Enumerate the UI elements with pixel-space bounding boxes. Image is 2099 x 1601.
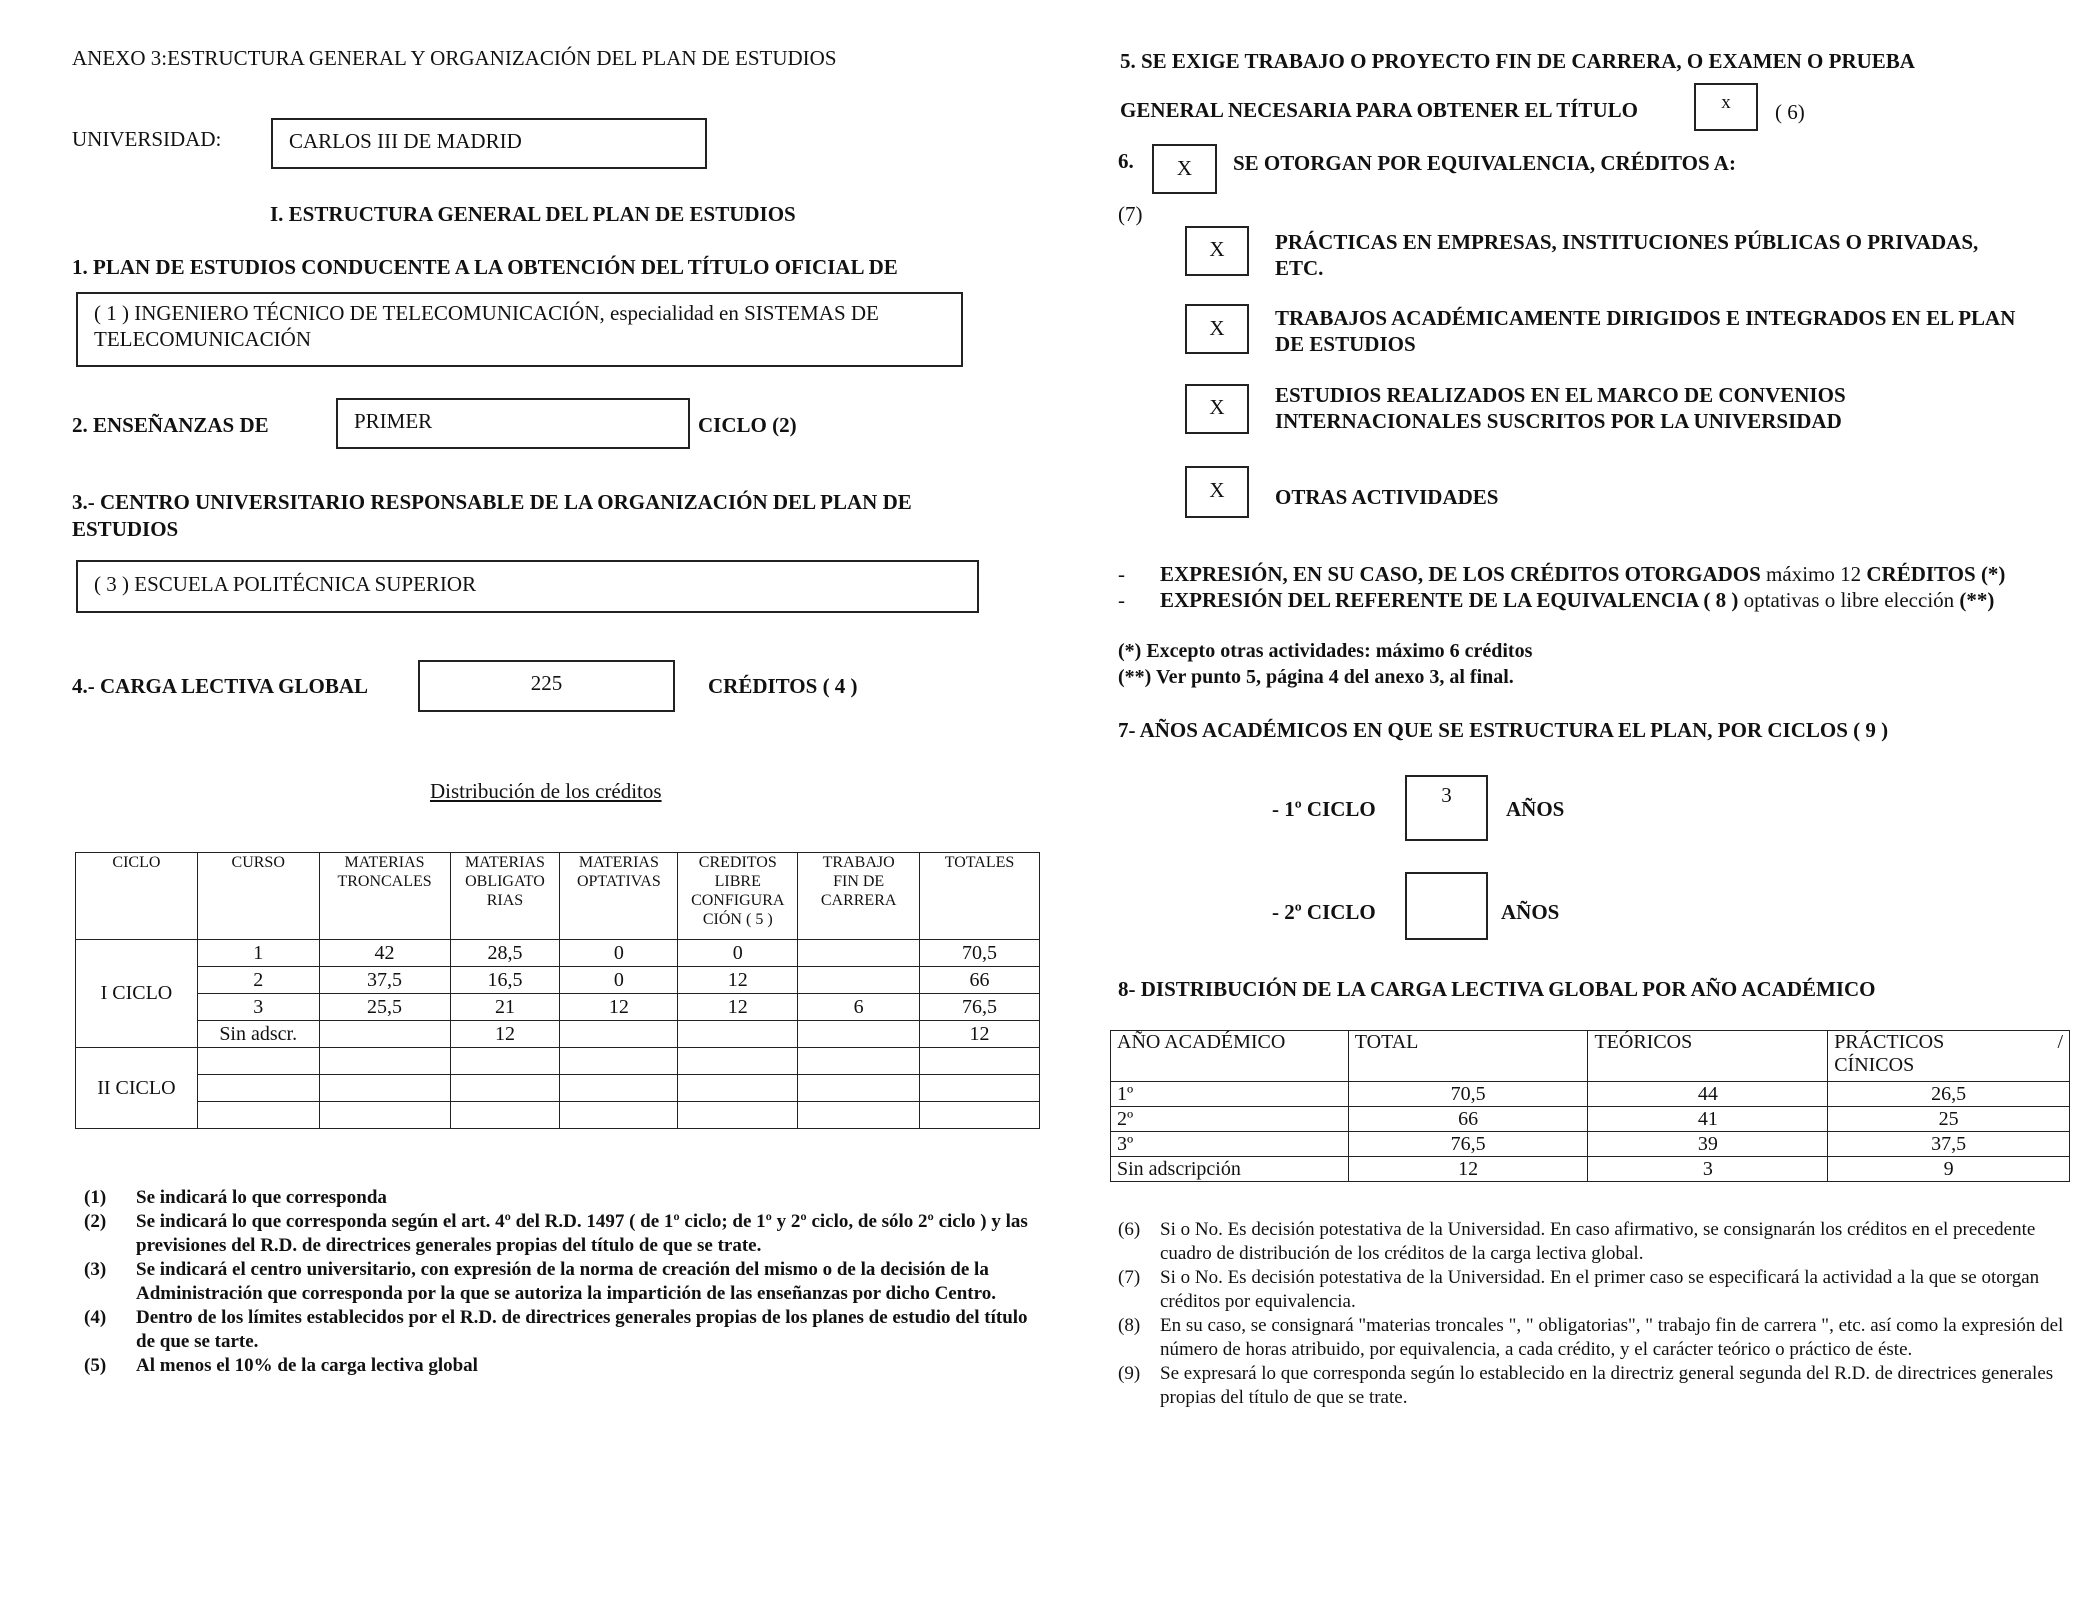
- global-load-field: [418, 660, 675, 712]
- table-cell: [798, 1075, 920, 1102]
- table-cell: [920, 1048, 1040, 1075]
- table-cell: 70,5: [1348, 1082, 1588, 1107]
- bullet: -: [1118, 588, 1125, 612]
- table-cell: [319, 1021, 450, 1048]
- item7-label: 7- AÑOS ACADÉMICOS EN QUE SE ESTRUCTURA EL PLAN, POR CICLOS ( 9 ): [1118, 718, 1889, 742]
- table-cell: 3: [197, 994, 319, 1021]
- table-cell: 12: [1348, 1157, 1588, 1182]
- item5-line1: 5. SE EXIGE TRABAJO O PROYECTO FIN DE CARRERA, O EXAMEN O PRUEBA: [1120, 49, 1915, 73]
- carga-header-teoricos: TEÓRICOS: [1588, 1031, 1828, 1082]
- item2-suffix: CICLO (2): [698, 413, 797, 437]
- table-row: [76, 1102, 1040, 1129]
- load-per-year-table: [1110, 1030, 2070, 1182]
- option-trabajos-label: TRABAJOS ACADÉMICAMENTE DIRIGIDOS E INTEGRADOS EN EL PLAN DE ESTUDIOS: [1275, 306, 2016, 356]
- table-cell: [560, 1102, 678, 1129]
- dist-header-optativas: MATERIAS OPTATIVAS: [560, 853, 678, 940]
- table-cell: [798, 1048, 920, 1075]
- item5-ref: ( 6): [1775, 100, 1805, 124]
- table-cell: 12: [450, 1021, 560, 1048]
- dist-header-totales: TOTALES: [920, 853, 1040, 940]
- table-row: [76, 1048, 1040, 1075]
- table-cell: [197, 1048, 319, 1075]
- section-title: I. ESTRUCTURA GENERAL DEL PLAN DE ESTUDIOS: [270, 202, 796, 226]
- item4-label: 4.- CARGA LECTIVA GLOBAL: [72, 674, 369, 698]
- table-cell: 12: [678, 967, 798, 994]
- footnote-double-star: (**) Ver punto 5, página 4 del anexo 3, al final.: [1118, 666, 1514, 688]
- note-6: (6) Si o No. Es decisión potestativa de la Universidad. En caso afirmativo, se consignarán los créditos en el precedente cuadro de distribución de los créditos de la carga lectiva global.: [1118, 1219, 2036, 1264]
- table-row: [76, 1075, 1040, 1102]
- cycle1-label: - 1º CICLO: [1272, 797, 1376, 821]
- cycle2-label: - 2º CICLO: [1272, 900, 1376, 924]
- table-row: [1111, 1082, 2070, 1107]
- item2-label: 2. ENSEÑANZAS DE: [72, 413, 269, 437]
- cycle-field: [336, 398, 690, 449]
- university-field: [271, 118, 707, 169]
- table-cell: Sin adscr.: [197, 1021, 319, 1048]
- global-load-value: 225: [530, 671, 563, 695]
- table-row: [1111, 1132, 2070, 1157]
- table-cell: 0: [678, 940, 798, 967]
- university-label: UNIVERSIDAD:: [72, 127, 222, 151]
- table-cell: [319, 1102, 450, 1129]
- final-project-checkbox: x: [1694, 83, 1758, 131]
- center-field: [76, 560, 979, 613]
- table-cell: [678, 1102, 798, 1129]
- table-cell: 28,5: [450, 940, 560, 967]
- table-cell: 76,5: [1348, 1132, 1588, 1157]
- table-cell: 25: [1828, 1107, 2070, 1132]
- note-2: (2) Se indicará lo que corresponda según el art. 4º del R.D. 1497 ( de 1º ciclo; de 1º y 2º ciclo, de sólo 2º ciclo ) y las previsiones del R.D. de directrices generales propias del título de que se trate.: [84, 1211, 1028, 1256]
- item1-label: 1. PLAN DE ESTUDIOS CONDUCENTE A LA OBTENCIÓN DEL TÍTULO OFICIAL DE: [72, 255, 898, 279]
- table-cell: 44: [1588, 1082, 1828, 1107]
- note-7: (7) Si o No. Es decisión potestativa de la Universidad. En el primer caso se especificará la actividad a la que se otorgan créditos por equivalencia.: [1118, 1267, 2040, 1312]
- item4-suffix: CRÉDITOS ( 4 ): [708, 674, 858, 698]
- item6-num: 6.: [1118, 149, 1134, 173]
- table-row: [76, 1021, 1040, 1048]
- bullet: -: [1118, 562, 1125, 586]
- dist-header-troncales: MATERIAS TRONCALES: [319, 853, 450, 940]
- left-notes: [84, 1186, 1034, 1378]
- item3-label-line2: ESTUDIOS: [72, 517, 179, 541]
- carga-header-row: [1111, 1031, 2070, 1082]
- item8-label: 8- DISTRIBUCIÓN DE LA CARGA LECTIVA GLOBAL POR AÑO ACADÉMICO: [1118, 977, 1876, 1001]
- table-cell: 39: [1588, 1132, 1828, 1157]
- table-cell: [920, 1102, 1040, 1129]
- table-cell: [678, 1048, 798, 1075]
- table-cell: 0: [560, 967, 678, 994]
- table-cell: 0: [560, 940, 678, 967]
- footnote-star: (*) Excepto otras actividades: máximo 6 créditos: [1118, 640, 1533, 662]
- table-cell: [920, 1075, 1040, 1102]
- dist-header-libre-config: CREDITOS LIBRE CONFIGURA CIÓN ( 5 ): [678, 853, 798, 940]
- dist-ciclo-1: I CICLO: [76, 940, 198, 1048]
- dist-header-row: [76, 853, 1040, 940]
- carga-header-year: AÑO ACADÉMICO: [1111, 1031, 1349, 1082]
- table-cell: [798, 940, 920, 967]
- table-cell: 12: [920, 1021, 1040, 1048]
- table-cell: [197, 1102, 319, 1129]
- table-cell: [450, 1102, 560, 1129]
- table-cell: 26,5: [1828, 1082, 2070, 1107]
- table-cell: 2: [197, 967, 319, 994]
- degree-title-line2: TELECOMUNICACIÓN: [94, 327, 311, 351]
- right-notes: [1118, 1218, 2068, 1410]
- annex-title: ANEXO 3:ESTRUCTURA GENERAL Y ORGANIZACIÓN DEL PLAN DE ESTUDIOS: [72, 46, 837, 70]
- table-row: [76, 994, 1040, 1021]
- dist-header-trabajo-fin: TRABAJO FIN DE CARRERA: [798, 853, 920, 940]
- dist-header-curso: CURSO: [197, 853, 319, 940]
- cycle-value: PRIMER: [354, 409, 433, 433]
- university-value: CARLOS III DE MADRID: [289, 129, 522, 153]
- item6-label: SE OTORGAN POR EQUIVALENCIA, CRÉDITOS A:: [1233, 151, 1736, 175]
- equivalence-reference-line: EXPRESIÓN DEL REFERENTE DE LA EQUIVALENCIA ( 8 ) optativas o libre elección (**): [1160, 588, 1995, 612]
- table-cell: 76,5: [920, 994, 1040, 1021]
- table-cell: 12: [560, 994, 678, 1021]
- cycle1-suffix: AÑOS: [1506, 797, 1565, 821]
- table-cell: [450, 1048, 560, 1075]
- item6-ref: (7): [1118, 202, 1143, 226]
- table-cell: [798, 967, 920, 994]
- option-practicas-checkbox: X: [1185, 226, 1249, 276]
- table-cell: 25,5: [319, 994, 450, 1021]
- item3-label-line1: 3.- CENTRO UNIVERSITARIO RESPONSABLE DE LA ORGANIZACIÓN DEL PLAN DE: [72, 490, 912, 514]
- table-cell: 9: [1828, 1157, 2070, 1182]
- center-value: ( 3 ) ESCUELA POLITÉCNICA SUPERIOR: [94, 572, 477, 596]
- option-otras-label: OTRAS ACTIVIDADES: [1275, 485, 1499, 509]
- degree-title-field: [76, 292, 963, 367]
- credits-granted-line: EXPRESIÓN, EN SU CASO, DE LOS CRÉDITOS OTORGADOS máximo 12 CRÉDITOS (*): [1160, 562, 2006, 586]
- table-cell: 3º: [1111, 1132, 1349, 1157]
- note-5: (5) Al menos el 10% de la carga lectiva global: [84, 1355, 478, 1376]
- dist-header-ciclo: CICLO: [76, 853, 198, 940]
- table-row: [1111, 1157, 2070, 1182]
- cycle1-years-field: 3: [1405, 775, 1488, 841]
- table-cell: Sin adscripción: [1111, 1157, 1349, 1182]
- dist-header-obligatorias: MATERIAS OBLIGATO RIAS: [450, 853, 560, 940]
- carga-header-practicos: PRÁCTICOS CÍNICOS /: [1828, 1031, 2070, 1082]
- table-cell: 1: [197, 940, 319, 967]
- table-cell: 21: [450, 994, 560, 1021]
- note-1: (1) Se indicará lo que corresponda: [84, 1187, 387, 1208]
- table-cell: 2º: [1111, 1107, 1349, 1132]
- cycle2-suffix: AÑOS: [1501, 900, 1560, 924]
- equivalence-checkbox: X: [1152, 144, 1217, 194]
- table-cell: 1º: [1111, 1082, 1349, 1107]
- table-cell: [798, 1021, 920, 1048]
- table-cell: [450, 1075, 560, 1102]
- credit-distribution-table: [75, 852, 1040, 1129]
- table-cell: [560, 1048, 678, 1075]
- note-8: (8) En su caso, se consignará "materias troncales ", " obligatorias", " trabajo fin de carrera ", etc. así como la expresión del número de horas atribuido, por equivalencia, a cada crédito, y el carácter teórico o práctico de éste.: [1118, 1315, 2064, 1360]
- cycle2-years-field: [1405, 872, 1488, 940]
- dist-ciclo-2: II CICLO: [76, 1048, 198, 1129]
- table-cell: 70,5: [920, 940, 1040, 967]
- note-4: (4) Dentro de los límites establecidos por el R.D. de directrices generales propias de los planes de estudio del título de que se tarte.: [84, 1307, 1028, 1352]
- table-cell: [319, 1048, 450, 1075]
- table-cell: 6: [798, 994, 920, 1021]
- option-convenios-label: ESTUDIOS REALIZADOS EN EL MARCO DE CONVENIOS INTERNACIONALES SUSCRITOS POR LA UNIVERSIDAD: [1275, 383, 1846, 433]
- table-cell: 37,5: [1828, 1132, 2070, 1157]
- table-row: [76, 940, 1040, 967]
- option-practicas-label: PRÁCTICAS EN EMPRESAS, INSTITUCIONES PÚBLICAS O PRIVADAS, ETC.: [1275, 230, 1979, 280]
- table-cell: [798, 1102, 920, 1129]
- table-cell: 66: [920, 967, 1040, 994]
- table-cell: 16,5: [450, 967, 560, 994]
- table-cell: [678, 1075, 798, 1102]
- table-cell: 12: [678, 994, 798, 1021]
- note-3: (3) Se indicará el centro universitario, con expresión de la norma de creación del mismo o de la decisión de la Administración que corresponda por la que se autoriza la impartición de las enseñanzas por dicho Centro.: [84, 1259, 996, 1304]
- table-row: [76, 967, 1040, 994]
- item5-line2: GENERAL NECESARIA PARA OBTENER EL TÍTULO: [1120, 98, 1638, 122]
- option-otras-checkbox: X: [1185, 466, 1249, 518]
- table-cell: 3: [1588, 1157, 1828, 1182]
- table-cell: [560, 1075, 678, 1102]
- table-cell: [319, 1075, 450, 1102]
- note-9: (9) Se expresará lo que corresponda según lo establecido en la directriz general segunda del R.D. de directrices generales propias del título de que se trate.: [1118, 1363, 2054, 1408]
- option-trabajos-checkbox: X: [1185, 304, 1249, 354]
- table-row: [1111, 1107, 2070, 1132]
- table-cell: 37,5: [319, 967, 450, 994]
- table-cell: 41: [1588, 1107, 1828, 1132]
- table-cell: 66: [1348, 1107, 1588, 1132]
- table-cell: [197, 1075, 319, 1102]
- option-convenios-checkbox: X: [1185, 384, 1249, 434]
- table-cell: 42: [319, 940, 450, 967]
- carga-header-total: TOTAL: [1348, 1031, 1588, 1082]
- table-cell: [678, 1021, 798, 1048]
- distribution-title: Distribución de los créditos: [430, 779, 662, 803]
- table-cell: [560, 1021, 678, 1048]
- degree-title-line1: ( 1 ) INGENIERO TÉCNICO DE TELECOMUNICACIÓN, especialidad en SISTEMAS DE: [94, 301, 879, 325]
